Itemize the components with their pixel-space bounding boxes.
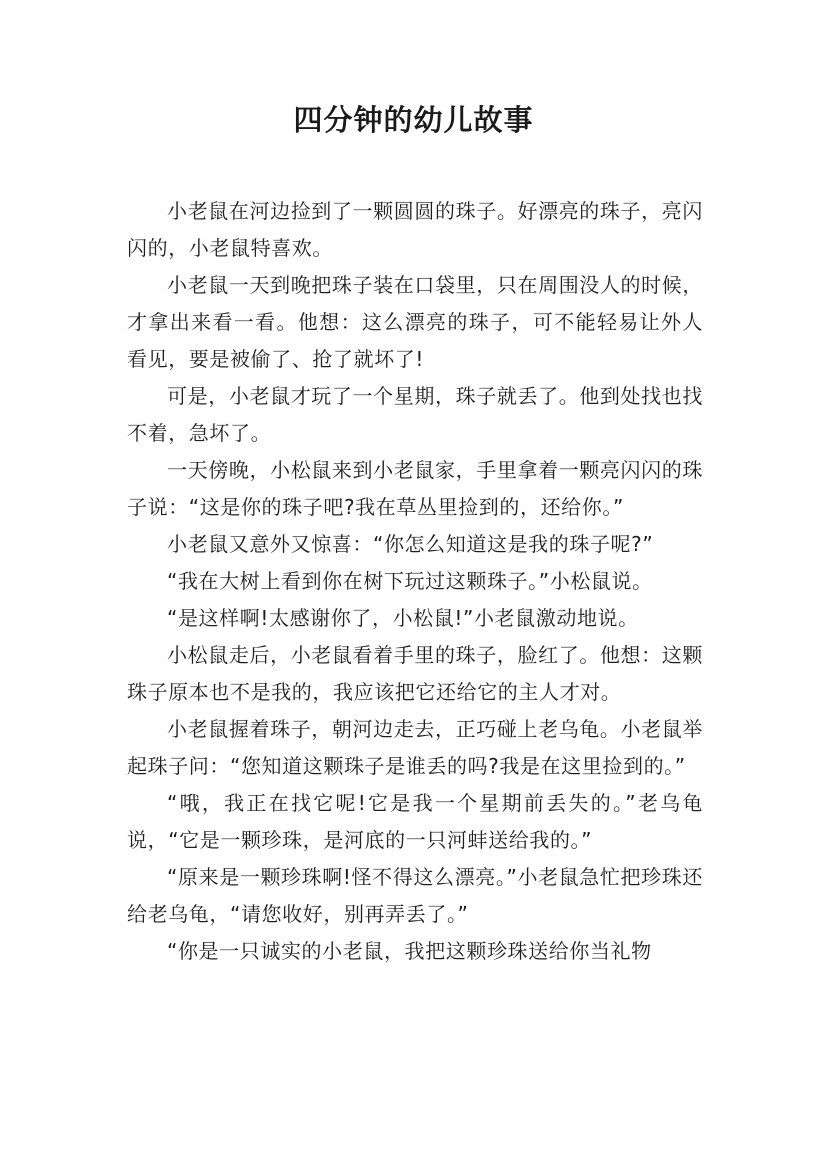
paragraph: “你是一只诚实的小老鼠，我把这颗珍珠送给你当礼物 [167,939,652,963]
paragraph: “我在大树上看到你在树下玩过这颗珠子。”小松鼠说。 [167,569,653,593]
paragraph: 小松鼠走后，小老鼠看着手里的珠子，脸红了。他想：这颗珠子原本也不是我的，我应该把它还给它的主人才对。 [127,643,703,704]
paragraph: 小老鼠一天到晚把珠子装在口袋里，只在周围没人的时候，才拿出来看一看。他想：这么漂亮的珠子，可不能轻易让外人看见，要是被偷了、抢了就坏了! [127,273,703,371]
paragraph: “哦，我正在找它呢!它是我一个星期前丢失的。”老乌龟说，“它是一颗珍珠，是河底的一只河蚌送给我的。” [127,791,703,852]
paragraph: 可是，小老鼠才玩了一个星期，珠子就丢了。他到处找也找不着，急坏了。 [127,384,703,445]
document-body [127,193,703,970]
paragraph: 一天傍晚，小松鼠来到小老鼠家，手里拿着一颗亮闪闪的珠子说：“这是你的珠子吧?我在草丛里捡到的，还给你。” [127,458,703,519]
paragraph: “原来是一颗珍珠啊!怪不得这么漂亮。”小老鼠急忙把珍珠还给老乌龟，“请您收好，别再弄丢了。” [127,865,703,926]
paragraph: “是这样啊!太感谢你了，小松鼠!”小老鼠激动地说。 [167,606,639,630]
document-title: 四分钟的幼儿故事 [293,103,534,137]
paragraph: 小老鼠又意外又惊喜：“你怎么知道这是我的珠子呢?” [167,532,654,556]
paragraph: 小老鼠握着珠子，朝河边走去，正巧碰上老乌龟。小老鼠举起珠子问：“您知道这颗珠子是谁丢的吗?我是在这里捡到的。” [127,717,703,778]
paragraph: 小老鼠在河边捡到了一颗圆圆的珠子。好漂亮的珠子，亮闪闪的，小老鼠特喜欢。 [127,199,703,260]
